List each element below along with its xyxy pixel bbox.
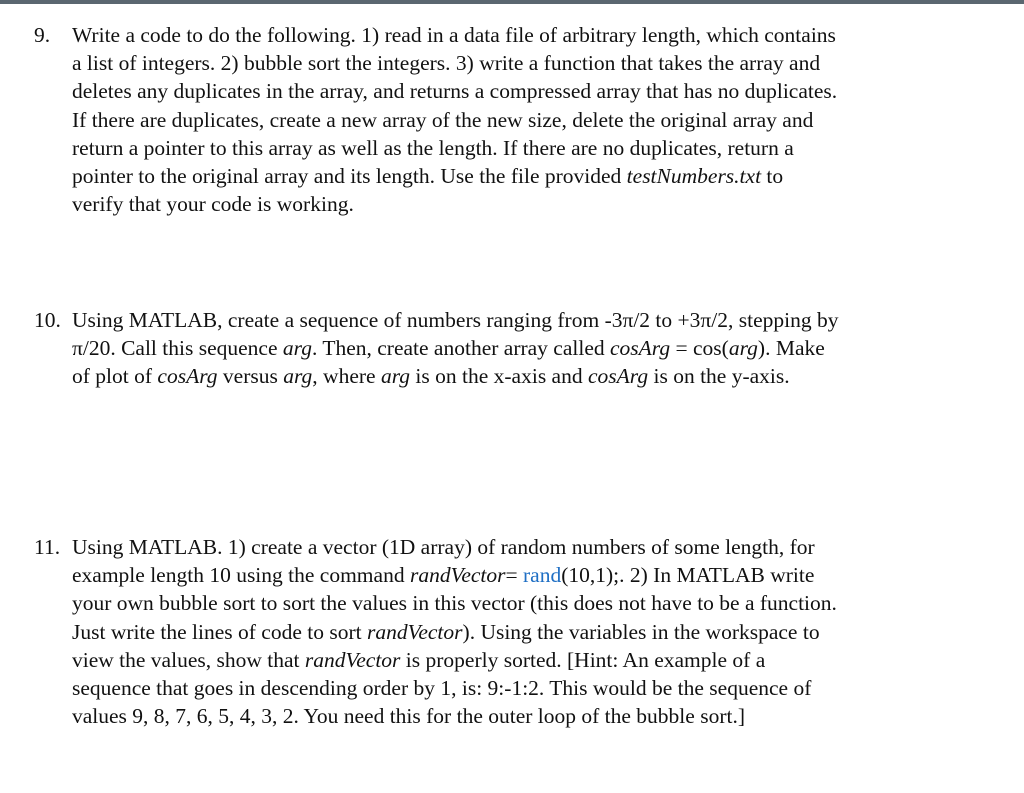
- question-9: [34, 21, 964, 218]
- text-line: pointer to the original array and its length. Use the file provided testNumbers.txt to: [72, 164, 784, 189]
- text-line: Just write the lines of code to sort randVector). Using the variables in the workspace to: [72, 619, 820, 644]
- question-text: [72, 306, 964, 391]
- variable-randvector: randVector: [304, 647, 401, 672]
- text-line: values 9, 8, 7, 6, 5, 4, 3, 2. You need this for the outer loop of the bubble sort.]: [72, 704, 745, 729]
- matlab-keyword-rand: rand: [523, 563, 562, 588]
- top-border: [0, 0, 1024, 4]
- text-line: Write a code to do the following. 1) read in a data file of arbitrary length, which contains: [72, 23, 836, 47]
- text-line: of plot of cosArg versus arg, where arg is on the x-axis and cosArg is on the y-axis.: [72, 364, 790, 389]
- text-line: return a pointer to this array as well as the length. If there are no duplicates, return a: [72, 135, 794, 160]
- variable-arg: arg: [728, 336, 758, 361]
- question-text: [72, 533, 964, 730]
- text-line: example length 10 using the command randVector= rand(10,1);. 2) In MATLAB write: [72, 563, 815, 588]
- question-text: [72, 21, 964, 218]
- variable-randvector: randVector: [409, 563, 506, 588]
- variable-cosarg: cosArg: [587, 364, 649, 389]
- text-line: deletes any duplicates in the array, and returns a compressed array that has no duplicates.: [72, 79, 838, 104]
- text-line: a list of integers. 2) bubble sort the integers. 3) write a function that takes the array and: [72, 51, 821, 76]
- question-number: 11.: [34, 535, 61, 559]
- variable-cosarg: cosArg: [610, 336, 671, 361]
- question-11: [34, 533, 964, 730]
- text-line: sequence that goes in descending order by 1, is: 9:-1:2. This would be the sequence of: [72, 676, 812, 701]
- text-line: verify that your code is working.: [72, 192, 354, 217]
- text-line: π/20. Call this sequence arg. Then, create another array called cosArg = cos(arg). Make: [72, 336, 825, 361]
- variable-arg: arg: [282, 336, 312, 361]
- question-10: [34, 306, 964, 391]
- filename: testNumbers.txt: [626, 164, 762, 189]
- variable-randvector: randVector: [366, 619, 463, 644]
- variable-arg: arg: [380, 364, 411, 389]
- text-line: view the values, show that randVector is properly sorted. [Hint: An example of a: [72, 647, 766, 672]
- variable-arg: arg: [283, 364, 313, 389]
- text-line: If there are duplicates, create a new array of the new size, delete the original array and: [72, 107, 814, 132]
- question-number: 9.: [34, 23, 51, 47]
- text-line: Using MATLAB, create a sequence of numbers ranging from -3π/2 to +3π/2, stepping by: [72, 308, 839, 332]
- text-line: Using MATLAB. 1) create a vector (1D array) of random numbers of some length, for: [72, 535, 815, 559]
- variable-cosarg: cosArg: [157, 364, 218, 389]
- question-number: 10.: [34, 308, 61, 332]
- text-line: your own bubble sort to sort the values in this vector (this does not have to be a function.: [72, 591, 837, 616]
